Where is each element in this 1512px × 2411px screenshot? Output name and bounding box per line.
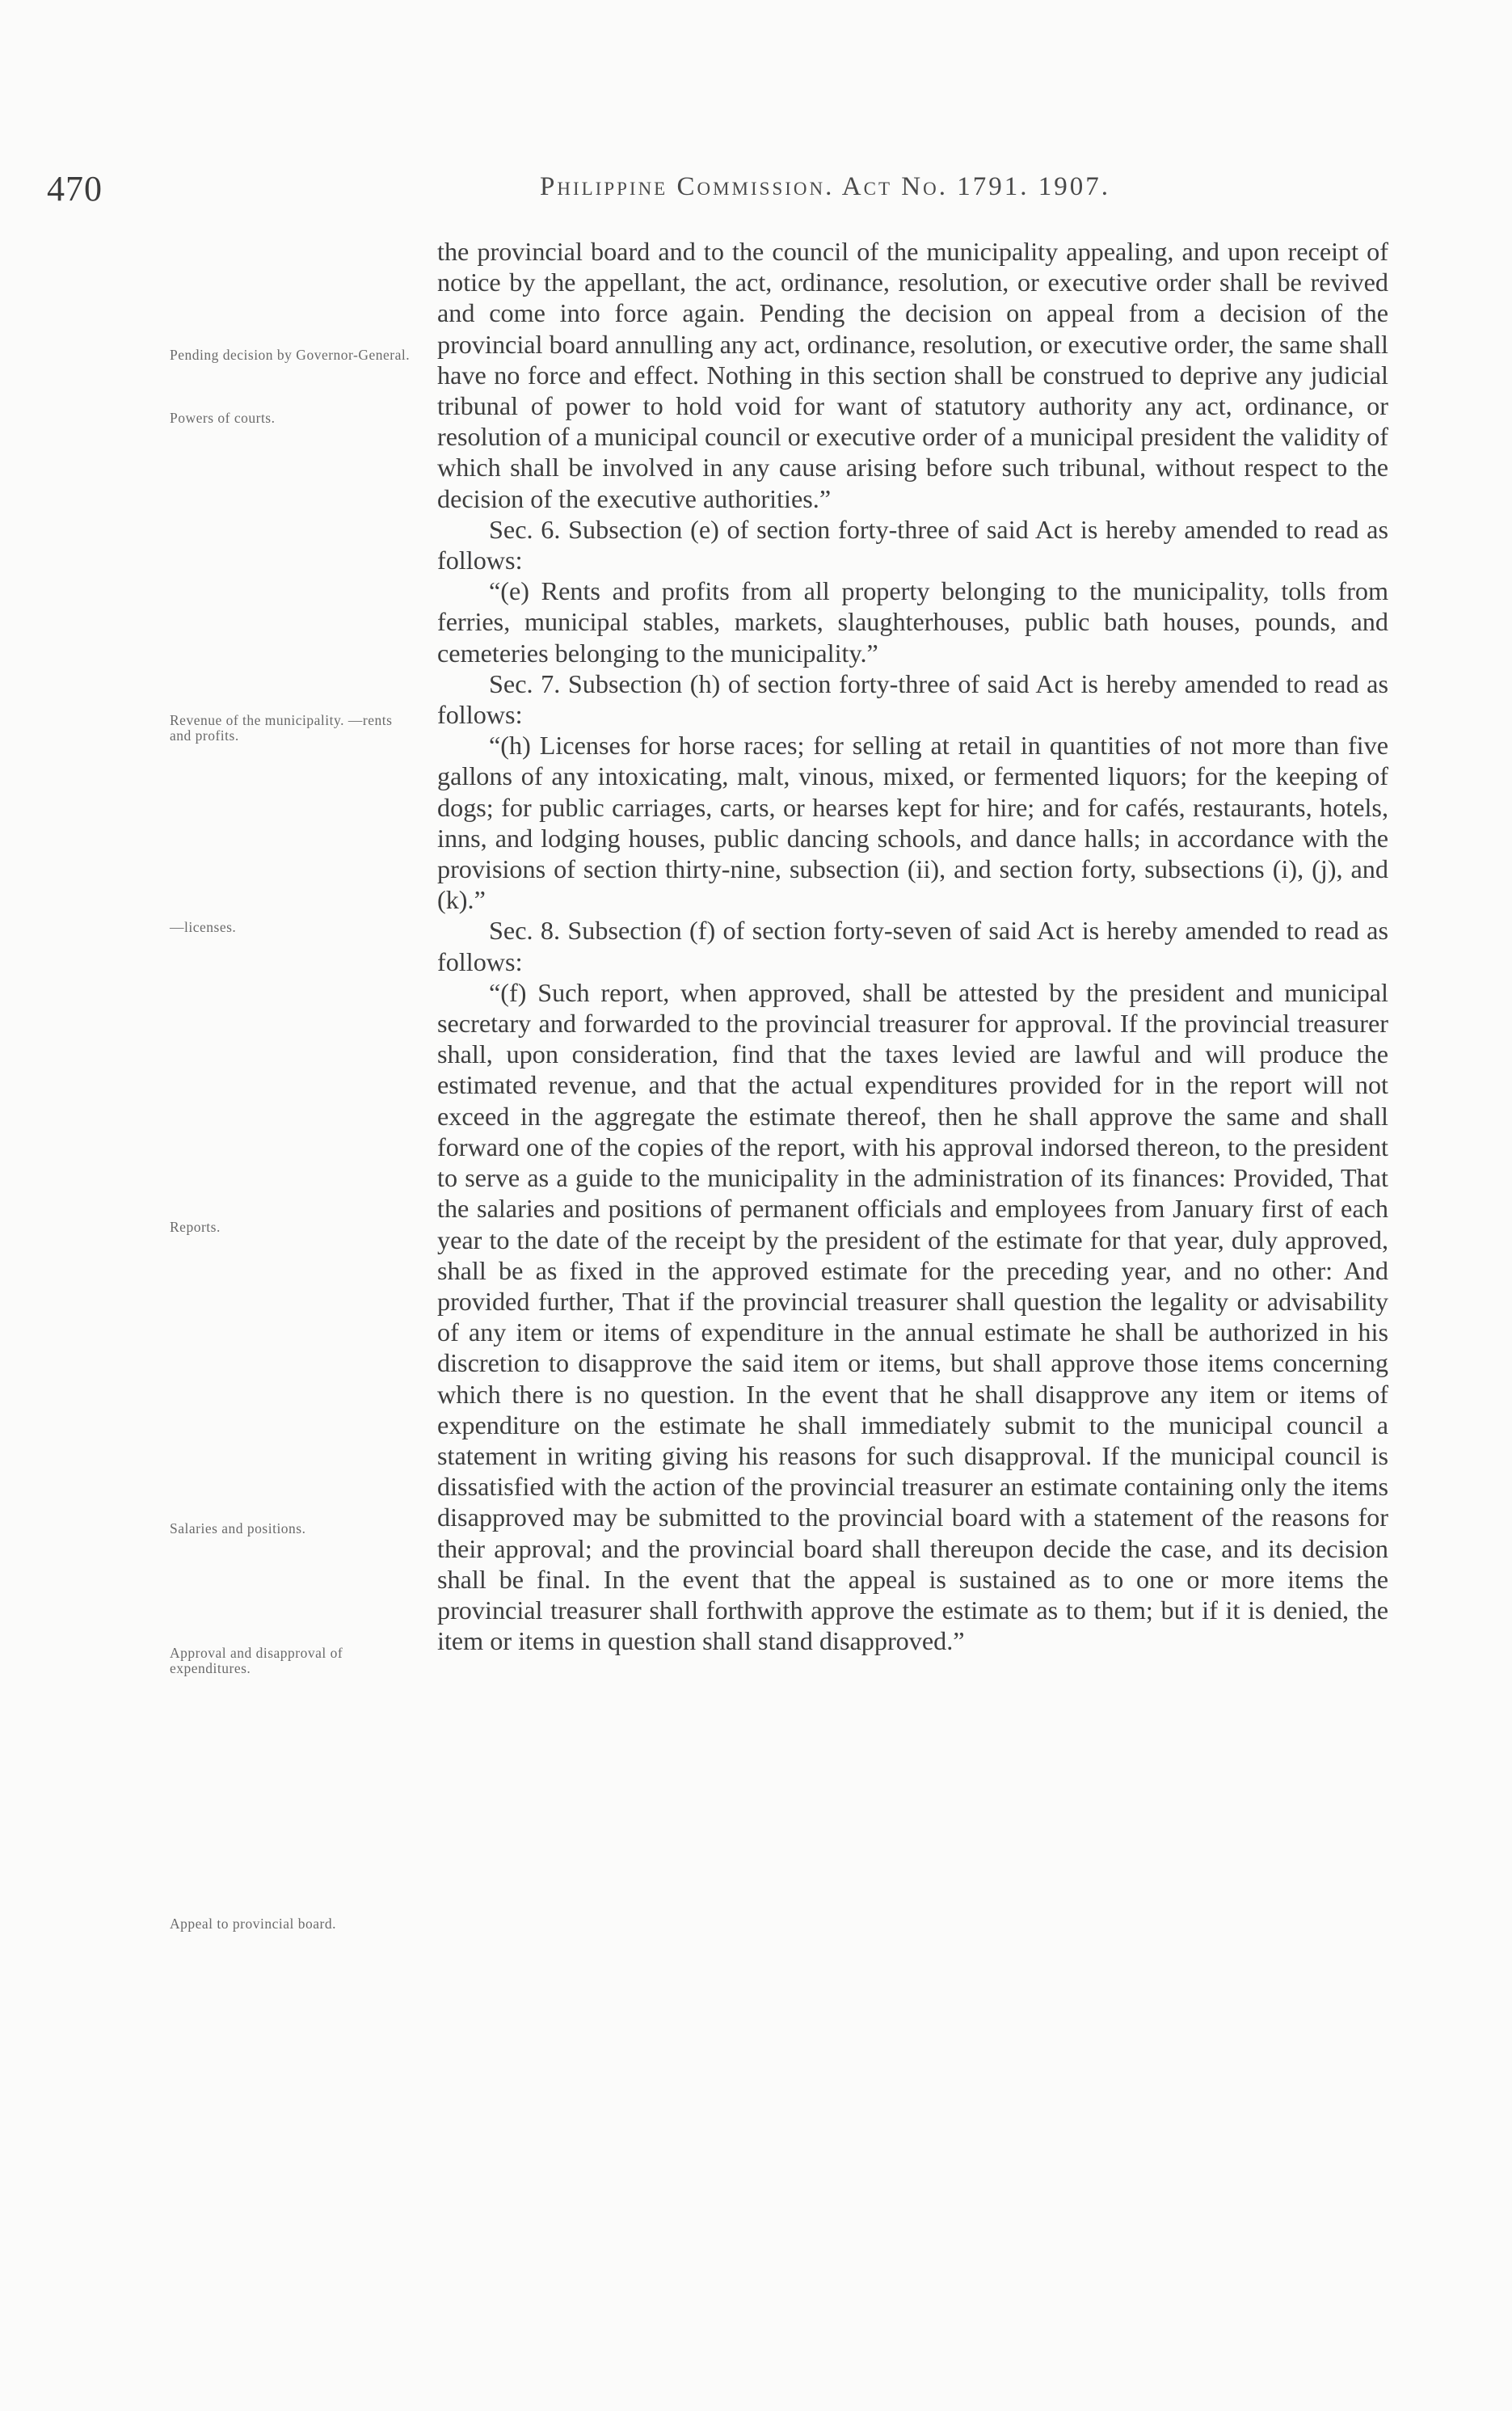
body-text bbox=[437, 236, 1388, 1656]
paragraph-sec-8: Sec. 8. Subsection (f) of section forty-seven of said Act is hereby amended to read as follows: bbox=[437, 916, 1388, 976]
margin-note-revenue: Revenue of the municipality. —rents and profits. bbox=[170, 712, 393, 744]
margin-note-reports: Reports. bbox=[170, 1219, 221, 1235]
page-number: 470 bbox=[47, 169, 103, 209]
paragraph-subsection-f: “(f) Such report, when approved, shall be attested by the president and municipal secretary and forwarded to the provincial treasurer for approval. If the provincial treasurer shall, upon consideration, find that the taxes levied are lawful and will produce the estimated revenue, and that the actual expenditures provided for in the report will not exceed in the aggregate the estimate thereof, then he shall approve the same and shall forward one of the copies of the report, with his approval indorsed thereon, to the president to serve as a guide to the municipality in the administration of its finances: Provided, That the salaries and positions of permanent officials and employees from January first of each year to the date of the receipt by the president of the estimate for that year, duly approved, shall be as fixed in the approved estimate for the preceding year, and no other: And provided further, That if the provincial treasurer shall question the legality or advisability of any item or items of expenditure in the annual estimate he shall be authorized in his discretion to disapprove the said item or items, but shall approve those items concerning which there is no question. In the event that he shall disapprove any item or items of expenditure on the estimate he shall immediately submit to the municipal council a statement in writing giving his reasons for such disapproval. If the municipal council is dissatisfied with the action of the provincial treasurer an estimate containing only the items disapproved may be submitted to the provincial board with a statement of the reasons for their approval; and the provincial board shall thereupon decide the case, and its decision shall be final. In the event that the appeal is sustained as to one or more items the provincial treasurer shall forthwith approve the estimate as to them; but if it is denied, the item or items in question shall stand disapproved.” bbox=[437, 977, 1388, 1656]
margin-note-licenses: —licenses. bbox=[170, 919, 237, 935]
paragraph-sec-6: Sec. 6. Subsection (e) of section forty-three of said Act is hereby amended to read as follows: bbox=[437, 514, 1388, 575]
paragraph-sec-7: Sec. 7. Subsection (h) of section forty-three of said Act is hereby amended to read as follows: bbox=[437, 668, 1388, 730]
margin-note-approval: Approval and disapproval of expenditures. bbox=[170, 1645, 343, 1676]
paragraph-subsection-h: “(h) Licenses for horse races; for selling at retail in quantities of not more than five gallons of any intoxicating, malt, vinous, mixed, or fermented liquors; for the keeping of dogs; for public carriages, carts, or hearses kept for hire; and for cafés, restaurants, hotels, inns, and lodging houses, public dancing schools, and dance halls; in accordance with the provisions of section thirty-nine, subsection (ii), and section forty, subsections (i), (j), and (k).” bbox=[437, 731, 1388, 915]
paragraph-subsection-e: “(e) Rents and profits from all property belonging to the municipality, tolls from ferries, municipal stables, markets, slaughterhouses, public bath houses, pounds, and cemeteries belonging to the municipality.” bbox=[437, 576, 1388, 668]
margin-note-powers-of-courts: Powers of courts. bbox=[170, 410, 276, 426]
running-head: Philippine Commission. Act No. 1791. 1907. bbox=[540, 172, 1110, 201]
margin-note-pending-decision: Pending decision by Governor-General. bbox=[170, 347, 411, 363]
margin-note-salaries: Salaries and positions. bbox=[170, 1520, 306, 1536]
paragraph-continuation: the provincial board and to the council of the municipality appealing, and upon receipt of notice by the appellant, the act, ordinance, resolution, or executive order shall be revived and come into force again. Pending the decision on appeal from a decision of the provincial board annulling any act, ordinance, resolution, or executive order, the same shall have no force and effect. Nothing in this section shall be construed to deprive any judicial tribunal of power to hold void for want of statutory authority any act, ordinance, or resolution of a municipal council or executive order of a municipal president the validity of which shall be involved in any cause arising before such tribunal, without respect to the decision of the executive authorities.” bbox=[437, 237, 1388, 513]
margin-note-appeal: Appeal to provincial board. bbox=[170, 1916, 336, 1932]
